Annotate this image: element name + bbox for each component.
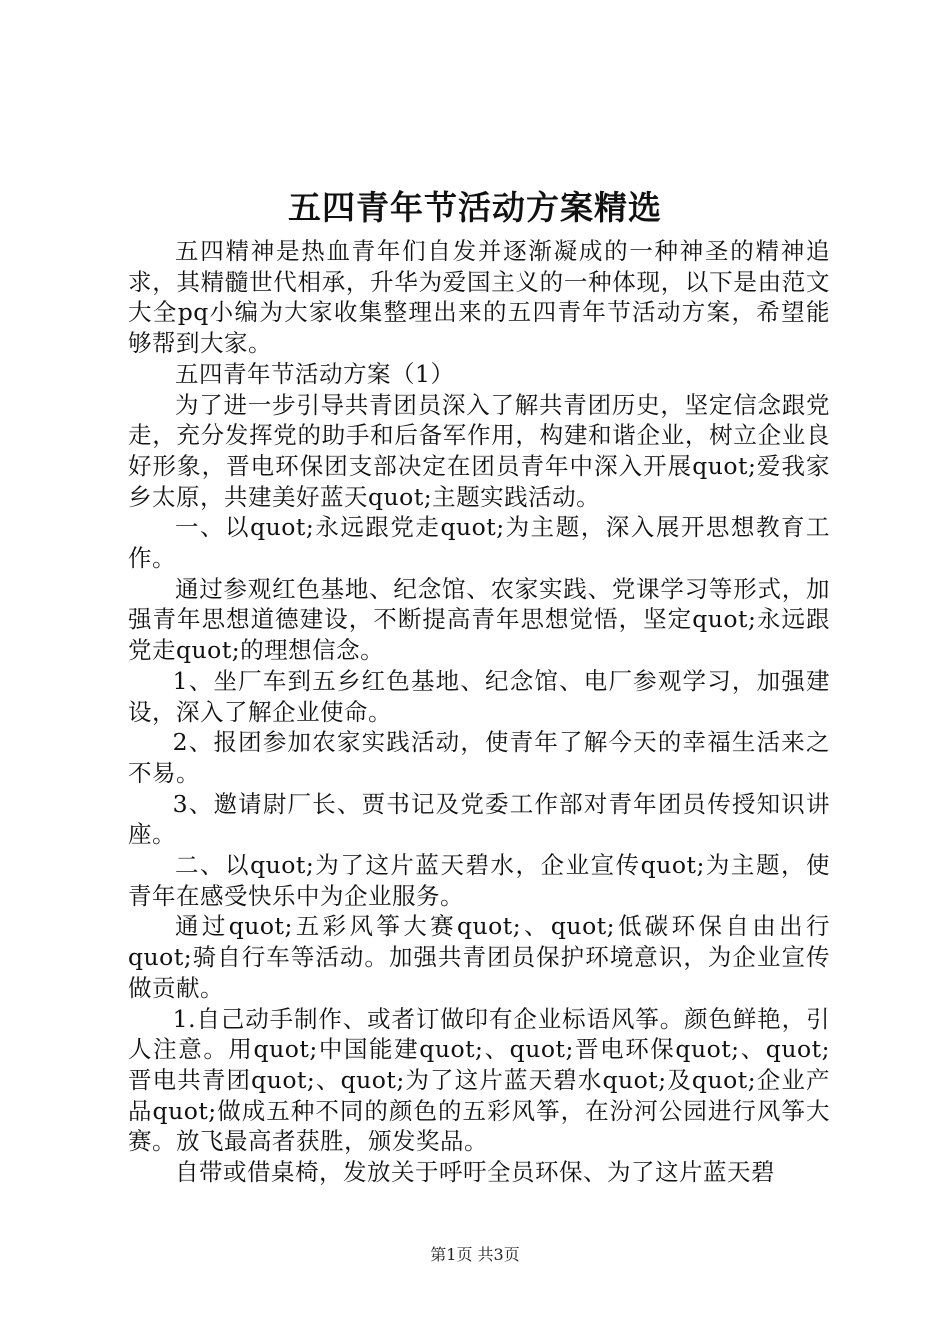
body-paragraph: 自带或借桌椅，发放关于呼吁全员环保、为了这片蓝天碧 xyxy=(175,1158,775,1187)
section-heading: 一、以quot;永远跟党走quot;为主题，深入展开思想教育工作。 xyxy=(128,513,830,573)
body-paragraph: 通过quot;五彩风筝大赛quot;、quot;低碳环保自由出行quot;骑自行车等活动。加强共青团员保护环境意识，为企业宣传做贡献。 xyxy=(128,912,830,1002)
document-body xyxy=(128,236,830,1188)
list-item: 1、坐厂车到五乡红色基地、纪念馆、电厂参观学习，加强建设，深入了解企业使命。 xyxy=(128,666,830,726)
intro-paragraph: 五四精神是热血青年们自发并逐渐凝成的一种神圣的精神追求，其精髓世代相承，升华为爱国主义的一种体现，以下是由范文大全pq小编为大家收集整理出来的五四青年节活动方案，希望能够帮到大家。 xyxy=(128,237,830,358)
page-footer: 第1页 共3页 xyxy=(430,1245,520,1264)
document-title: 五四青年节活动方案精选 xyxy=(288,188,662,227)
body-paragraph: 为了进一步引导共青团员深入了解共青团历史，坚定信念跟党走，充分发挥党的助手和后备军作用，构建和谐企业，树立企业良好形象，晋电环保团支部决定在团员青年中深入开展quot;爱我家乡太原，共建美好蓝天quot;主题实践活动。 xyxy=(128,390,830,511)
section-heading: 二、以quot;为了这片蓝天碧水，企业宣传quot;为主题，使青年在感受快乐中为企业服务。 xyxy=(128,851,830,910)
list-item: 3、邀请尉厂长、贾书记及党委工作部对青年团员传授知识讲座。 xyxy=(128,789,830,849)
body-paragraph: 通过参观红色基地、纪念馆、农家实践、党课学习等形式，加强青年思想道德建设，不断提高青年思想觉悟，坚定quot;永远跟党走quot;的理想信念。 xyxy=(128,574,830,665)
list-item: 2、报团参加农家实践活动，使青年了解今天的幸福生活来之不易。 xyxy=(128,728,830,787)
list-item: 1.自己动手制作、或者订做印有企业标语风筝。颜色鲜艳，引人注意。用quot;中国能建quot;、quot;晋电环保quot;、quot;晋电共青团quot;、quot;为了这片蓝天碧水quot;及quot;企业产品quot;做成五种不同的颜色的五彩风筝，在汾河公园进行风筝大赛。放飞最高者获胜，颁发奖品。 xyxy=(128,1004,830,1156)
section-heading: 五四青年节活动方案（1） xyxy=(175,359,455,388)
